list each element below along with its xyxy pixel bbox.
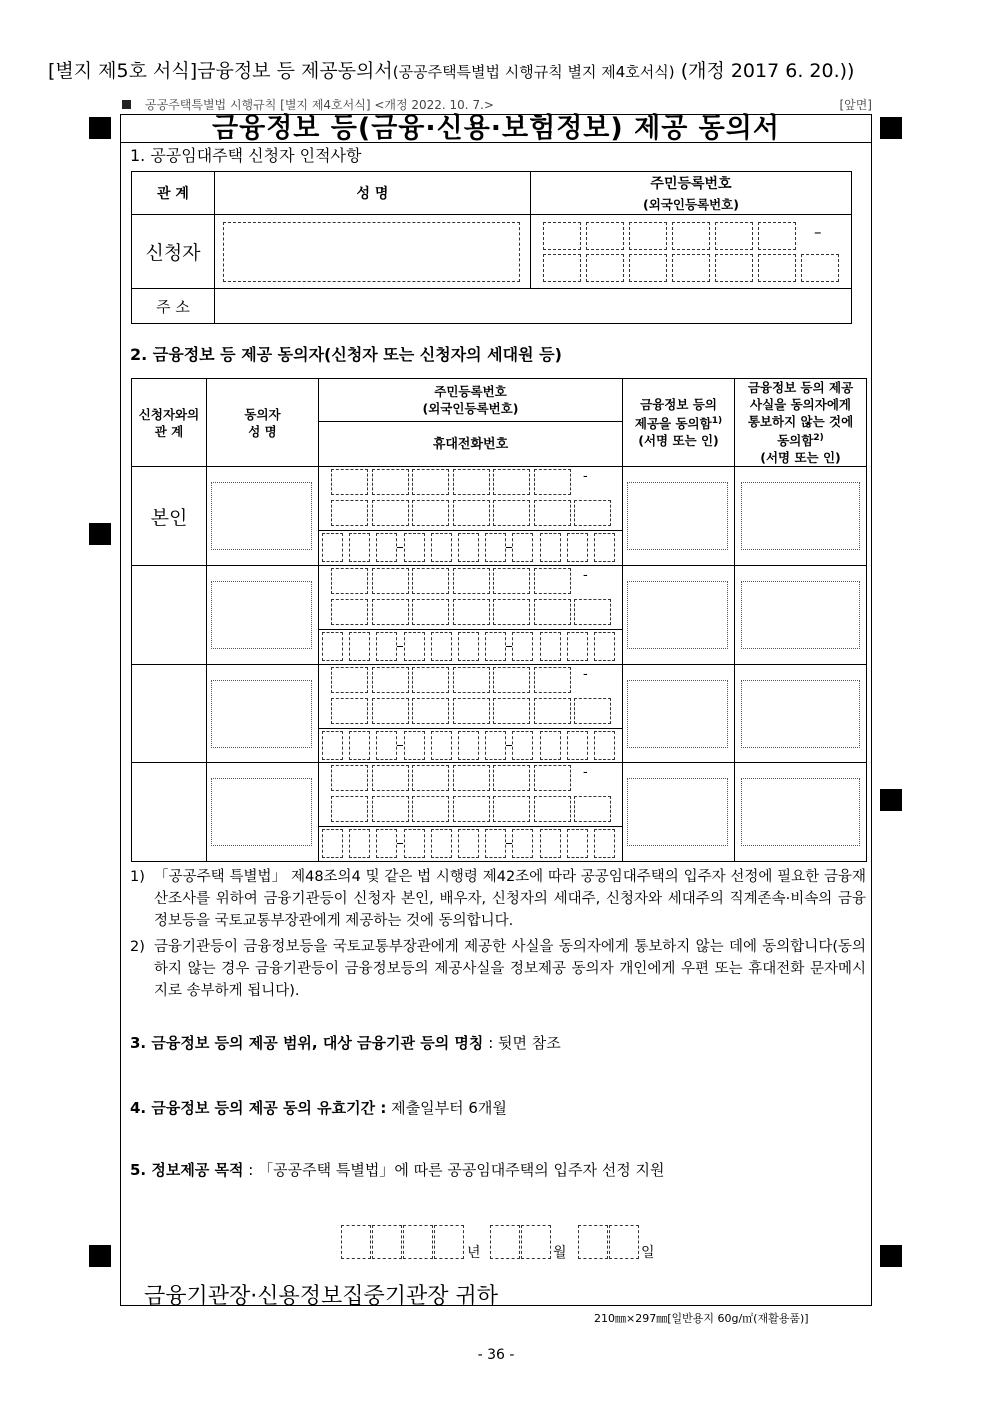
id-digit-box[interactable]: [412, 469, 449, 495]
relation-cell[interactable]: [132, 763, 207, 862]
consent1-cell: [623, 566, 735, 665]
page-number: - 36 -: [477, 1347, 515, 1363]
id-digit-box[interactable]: [574, 500, 611, 526]
id-digit-box[interactable]: [493, 469, 530, 495]
id-digit-box[interactable]: [534, 469, 571, 495]
id-digit-box[interactable]: [543, 222, 581, 250]
phone-digit-box[interactable]: [458, 632, 479, 661]
footnote-1: [130, 866, 866, 932]
registration-marker-icon: [89, 523, 111, 545]
id-digit-box[interactable]: [534, 698, 571, 724]
year-label: 년: [467, 1245, 481, 1261]
signature-field[interactable]: [627, 581, 728, 649]
id-digit-box[interactable]: [331, 599, 368, 625]
id-digit-box[interactable]: [372, 599, 409, 625]
phone-hyphen-icon: [506, 745, 512, 746]
phone-digit-box[interactable]: [322, 829, 343, 858]
name-cell: [207, 665, 319, 763]
id-digit-box[interactable]: [372, 568, 409, 594]
id-phone-cell: [319, 566, 623, 665]
year-digit-box[interactable]: [372, 1225, 402, 1259]
id-digit-box[interactable]: [372, 667, 409, 693]
sub-header: [122, 96, 872, 113]
id-digit-box[interactable]: [412, 599, 449, 625]
id-digit-box[interactable]: [715, 254, 753, 282]
signature-field[interactable]: [741, 778, 860, 846]
footnote-ref: 2): [813, 433, 824, 443]
col-name: [207, 379, 319, 467]
year-digit-box[interactable]: [341, 1225, 371, 1259]
divider: [319, 728, 622, 729]
col-consent2-1: 금융정보 등의 제공: [747, 380, 854, 395]
phone-digit-box[interactable]: [404, 731, 425, 760]
table-row: [132, 665, 867, 763]
id-digit-box[interactable]: [629, 254, 667, 282]
id-digit-box[interactable]: [372, 796, 409, 822]
divider: [319, 826, 622, 827]
id-phone-cell: [319, 467, 623, 566]
phone-hyphen-icon: [397, 547, 403, 548]
col-consent1-1: 금융정보 등의: [640, 397, 717, 412]
item-value: : 「공공주택 특별법」에 따른 공공임대주택의 입주자 선정 지원: [243, 1161, 665, 1179]
id-digit-box[interactable]: [412, 698, 449, 724]
name-field[interactable]: [211, 778, 312, 846]
id-phone-cell: [319, 763, 623, 862]
phone-digit-box[interactable]: [376, 829, 397, 858]
id-digit-box[interactable]: [493, 667, 530, 693]
item-3: [130, 1032, 561, 1053]
square-bullet-icon: [122, 100, 131, 109]
phone-hyphen-icon: [397, 843, 403, 844]
col-id: [531, 172, 852, 215]
item-value: 제출일부터 6개월: [386, 1099, 507, 1117]
phone-digit-box[interactable]: [567, 632, 588, 661]
phone-digit-box[interactable]: [512, 829, 533, 858]
form-title-main: [별지 제5호 서식]금융정보 등 제공동의서: [48, 60, 393, 82]
id-digit-box[interactable]: [331, 698, 368, 724]
id-digit-box[interactable]: [453, 599, 490, 625]
item-value: : 뒷면 참조: [483, 1034, 561, 1052]
id-digit-box[interactable]: [672, 254, 710, 282]
id-digit-box[interactable]: [574, 796, 611, 822]
id-digit-box[interactable]: [534, 500, 571, 526]
col-phone: 휴대전화번호: [319, 421, 623, 466]
id-digit-box[interactable]: [493, 796, 530, 822]
id-digit-box[interactable]: [412, 765, 449, 791]
phone-digit-box[interactable]: [540, 731, 561, 760]
id-digit-box[interactable]: [493, 568, 530, 594]
phone-digit-box[interactable]: [512, 632, 533, 661]
id-digit-box[interactable]: [586, 222, 624, 250]
id-digit-box[interactable]: [586, 254, 624, 282]
col-consent1: [623, 379, 735, 467]
id-digit-box[interactable]: [493, 500, 530, 526]
id-digit-box[interactable]: [543, 254, 581, 282]
id-digit-box[interactable]: [372, 500, 409, 526]
relation-cell: 본인: [132, 467, 207, 566]
id-digit-box[interactable]: [493, 765, 530, 791]
id-digit-box[interactable]: [372, 765, 409, 791]
footnote-text: 금융기관등이 금융정보등을 국토교통부장관에게 제공한 사실을 동의자에게 통보하지 않는 데에 동의합니다(동의하지 않는 경우 금융기관등이 금융정보등의 제공사실을 정보제공 동의자 개인에게 우편 또는 휴대전화 문자메시지로 송부하게 됩니다).: [154, 939, 866, 999]
phone-digit-box[interactable]: [349, 731, 370, 760]
col-consent1-2: 제공을 동의함: [634, 416, 712, 432]
signature-field[interactable]: [741, 581, 860, 649]
item-label: 5. 정보제공 목적: [130, 1161, 244, 1179]
phone-digit-box[interactable]: [458, 533, 479, 562]
phone-digit-box[interactable]: [431, 533, 452, 562]
phone-digit-box[interactable]: [349, 829, 370, 858]
col-consent2-4: 동의함: [777, 433, 814, 449]
id-digit-box[interactable]: [453, 698, 490, 724]
phone-digit-box[interactable]: [376, 533, 397, 562]
id-phone-cell: [319, 665, 623, 763]
id-digit-box[interactable]: [758, 222, 796, 250]
consent1-cell: [623, 467, 735, 566]
id-digit-box[interactable]: [453, 500, 490, 526]
id-digit-box[interactable]: [412, 500, 449, 526]
applicant-table: [131, 171, 852, 324]
id-digit-box[interactable]: [331, 469, 368, 495]
phone-digit-box[interactable]: [431, 829, 452, 858]
registration-marker-icon: [880, 117, 902, 139]
col-id-label: 주민등록번호: [650, 176, 732, 192]
page-title: 금융정보 등(금융·신용·보험정보) 제공 동의서: [212, 113, 780, 144]
col-consent2: [735, 379, 867, 467]
id-digit-box[interactable]: [453, 796, 490, 822]
name-field[interactable]: [211, 680, 312, 748]
id-digit-box[interactable]: [534, 568, 571, 594]
phone-hyphen-icon: [506, 843, 512, 844]
id-digit-box[interactable]: [372, 469, 409, 495]
id-digit-box[interactable]: [534, 667, 571, 693]
col-id-sub: (외국인등록번호): [643, 197, 739, 212]
footnote-number: 2): [130, 939, 145, 955]
id-digit-box[interactable]: [331, 796, 368, 822]
phone-digit-box[interactable]: [540, 829, 561, 858]
id-digit-box[interactable]: [758, 254, 796, 282]
col-id-sub: (외국인등록번호): [422, 400, 519, 416]
name-field[interactable]: [211, 581, 312, 649]
id-digit-box[interactable]: [672, 222, 710, 250]
id-digit-box[interactable]: [331, 500, 368, 526]
applicant-name-field[interactable]: [223, 222, 520, 282]
item-label: 4. 금융정보 등의 제공 동의 유효기간 :: [130, 1099, 387, 1117]
sub-header-right: [앞면]: [839, 98, 872, 112]
consent2-cell: [735, 467, 867, 566]
month-digit-box[interactable]: [521, 1225, 551, 1259]
phone-digit-box[interactable]: [485, 632, 506, 661]
phone-digit-box[interactable]: [431, 632, 452, 661]
recipient: [144, 1279, 498, 1310]
table-row: [132, 566, 867, 665]
recipient-suffix: 귀하: [448, 1284, 499, 1309]
phone-digit-box[interactable]: [349, 632, 370, 661]
phone-digit-box[interactable]: [322, 632, 343, 661]
name-cell: [207, 467, 319, 566]
phone-hyphen-icon: [506, 547, 512, 548]
id-dash: -: [583, 765, 588, 781]
applicant-name-cell: [215, 215, 531, 289]
col-relation: 관 계: [132, 172, 215, 215]
id-digit-box[interactable]: [574, 599, 611, 625]
footnote-2: [130, 936, 866, 1002]
phone-digit-box[interactable]: [458, 829, 479, 858]
col-name-1: 동의자: [244, 406, 281, 422]
day-digit-box[interactable]: [609, 1225, 639, 1259]
phone-digit-box[interactable]: [594, 829, 615, 858]
id-digit-box[interactable]: [331, 765, 368, 791]
phone-digit-box[interactable]: [594, 533, 615, 562]
divider: [319, 530, 622, 531]
year-digit-box[interactable]: [434, 1225, 464, 1259]
form-revision: (개정 2017 6. 20.)): [680, 60, 855, 82]
id-digit-box[interactable]: [453, 765, 490, 791]
phone-digit-box[interactable]: [512, 731, 533, 760]
year-digit-box[interactable]: [403, 1225, 433, 1259]
applicant-id-cell: [531, 215, 852, 289]
id-digit-box[interactable]: [453, 667, 490, 693]
name-field[interactable]: [211, 482, 312, 550]
phone-digit-box[interactable]: [404, 829, 425, 858]
id-digit-box[interactable]: [493, 698, 530, 724]
phone-digit-box[interactable]: [349, 533, 370, 562]
signature-field[interactable]: [627, 680, 728, 748]
footnote-text: 「공공주택 특별법」 제48조의4 및 같은 법 시행령 제42조에 따라 공공임대주택의 입주자 선정에 필요한 금융재산조사를 위하여 금융기관등이 신청자 본인, 배우자, 신청자의 세대주, 신청자와 세대주의 직계존속·비속의 금융정보등을 국토교통부장관에게 제공하는 것에 동의합니다.: [154, 869, 866, 929]
col-relation-2: 관 계: [154, 423, 184, 439]
form-title: [48, 56, 854, 83]
registration-marker-icon: [89, 1245, 111, 1267]
recipient-main: 금융기관장·신용정보집중기관장: [144, 1284, 449, 1309]
phone-hyphen-icon: [397, 646, 403, 647]
col-consent2-5: (서명 또는 인): [760, 450, 841, 466]
footnote-ref: 1): [711, 416, 723, 426]
id-digit-box[interactable]: [801, 254, 839, 282]
id-digit-box[interactable]: [372, 698, 409, 724]
item-label: 3. 금융정보 등의 제공 범위, 대상 금융기관 등의 명칭: [130, 1034, 484, 1052]
phone-digit-box[interactable]: [404, 533, 425, 562]
phone-hyphen-icon: [397, 745, 403, 746]
phone-digit-box[interactable]: [431, 731, 452, 760]
phone-digit-box[interactable]: [404, 632, 425, 661]
id-dash: –: [814, 223, 822, 241]
item-4: [130, 1097, 507, 1118]
phone-digit-box[interactable]: [594, 632, 615, 661]
month-digit-box[interactable]: [490, 1225, 520, 1259]
phone-digit-box[interactable]: [567, 731, 588, 760]
item-5: [130, 1159, 665, 1180]
consent-table: [131, 378, 867, 862]
col-id-label: 주민등록번호: [434, 383, 507, 399]
id-digit-box[interactable]: [331, 568, 368, 594]
col-name: 성 명: [215, 172, 531, 215]
relation-cell[interactable]: [132, 566, 207, 665]
id-digit-box[interactable]: [453, 568, 490, 594]
signature-field[interactable]: [741, 482, 860, 550]
address-label: 주 소: [132, 289, 215, 324]
section1-heading: 1. 공공임대주택 신청자 인적사항: [130, 146, 362, 165]
registration-marker-icon: [880, 789, 902, 811]
applicant-label: 신청자: [132, 215, 215, 289]
signature-field[interactable]: [627, 778, 728, 846]
name-cell: [207, 566, 319, 665]
footnote-number: 1): [130, 869, 145, 885]
phone-digit-box[interactable]: [322, 731, 343, 760]
registration-marker-icon: [89, 117, 111, 139]
id-digit-box[interactable]: [629, 222, 667, 250]
id-dash: -: [583, 469, 588, 485]
consent1-cell: [623, 665, 735, 763]
phone-digit-box[interactable]: [376, 731, 397, 760]
phone-digit-box[interactable]: [540, 533, 561, 562]
month-label: 월: [553, 1245, 567, 1261]
id-digit-box[interactable]: [534, 765, 571, 791]
phone-digit-box[interactable]: [322, 533, 343, 562]
id-dash: -: [583, 568, 588, 584]
phone-digit-box[interactable]: [594, 731, 615, 760]
col-name-2: 성 명: [248, 423, 277, 439]
table-row: [132, 763, 867, 862]
id-digit-box[interactable]: [534, 796, 571, 822]
id-digit-box[interactable]: [453, 469, 490, 495]
name-cell: [207, 763, 319, 862]
phone-digit-box[interactable]: [485, 533, 506, 562]
table-row: [132, 467, 867, 566]
col-id: [319, 379, 623, 422]
section2-heading: 2. 금융정보 등 제공 동의자(신청자 또는 신청자의 세대원 등): [130, 345, 562, 364]
consent2-cell: [735, 763, 867, 862]
col-consent1-3: (서명 또는 인): [638, 433, 719, 449]
paper-spec: 210㎜×297㎜[일반용지 60g/㎡(재활용품)]: [594, 1312, 809, 1325]
day-label: 일: [641, 1245, 655, 1261]
phone-digit-box[interactable]: [376, 632, 397, 661]
divider: [319, 629, 622, 630]
col-relation: [132, 379, 207, 467]
id-digit-box[interactable]: [412, 796, 449, 822]
phone-digit-box[interactable]: [458, 731, 479, 760]
phone-digit-box[interactable]: [567, 829, 588, 858]
col-relation-1: 신청자와의: [138, 406, 200, 422]
id-digit-box[interactable]: [534, 599, 571, 625]
phone-digit-box[interactable]: [567, 533, 588, 562]
address-field[interactable]: [215, 289, 852, 324]
phone-digit-box[interactable]: [485, 731, 506, 760]
id-digit-box[interactable]: [412, 667, 449, 693]
form-title-small: (공공주택특별법 시행규칙 별지 제4호서식): [392, 63, 675, 81]
consent1-cell: [623, 763, 735, 862]
sub-header-left: 공공주택특별법 시행규칙 [별지 제4호서식] <개정 2022. 10. 7.>: [145, 98, 494, 112]
phone-digit-box[interactable]: [512, 533, 533, 562]
phone-digit-box[interactable]: [540, 632, 561, 661]
consent2-cell: [735, 566, 867, 665]
consent2-cell: [735, 665, 867, 763]
col-consent2-3: 통보하지 않는 것에: [747, 414, 854, 429]
signature-field[interactable]: [627, 482, 728, 550]
id-digit-box[interactable]: [412, 568, 449, 594]
id-digit-box[interactable]: [715, 222, 753, 250]
signature-field[interactable]: [741, 680, 860, 748]
id-digit-box[interactable]: [493, 599, 530, 625]
phone-hyphen-icon: [506, 646, 512, 647]
relation-cell[interactable]: [132, 665, 207, 763]
col-consent2-2: 사실을 동의자에게: [750, 397, 851, 412]
phone-digit-box[interactable]: [485, 829, 506, 858]
day-digit-box[interactable]: [578, 1225, 608, 1259]
id-dash: -: [583, 667, 588, 683]
registration-marker-icon: [880, 1245, 902, 1267]
id-digit-box[interactable]: [331, 667, 368, 693]
id-digit-box[interactable]: [574, 698, 611, 724]
